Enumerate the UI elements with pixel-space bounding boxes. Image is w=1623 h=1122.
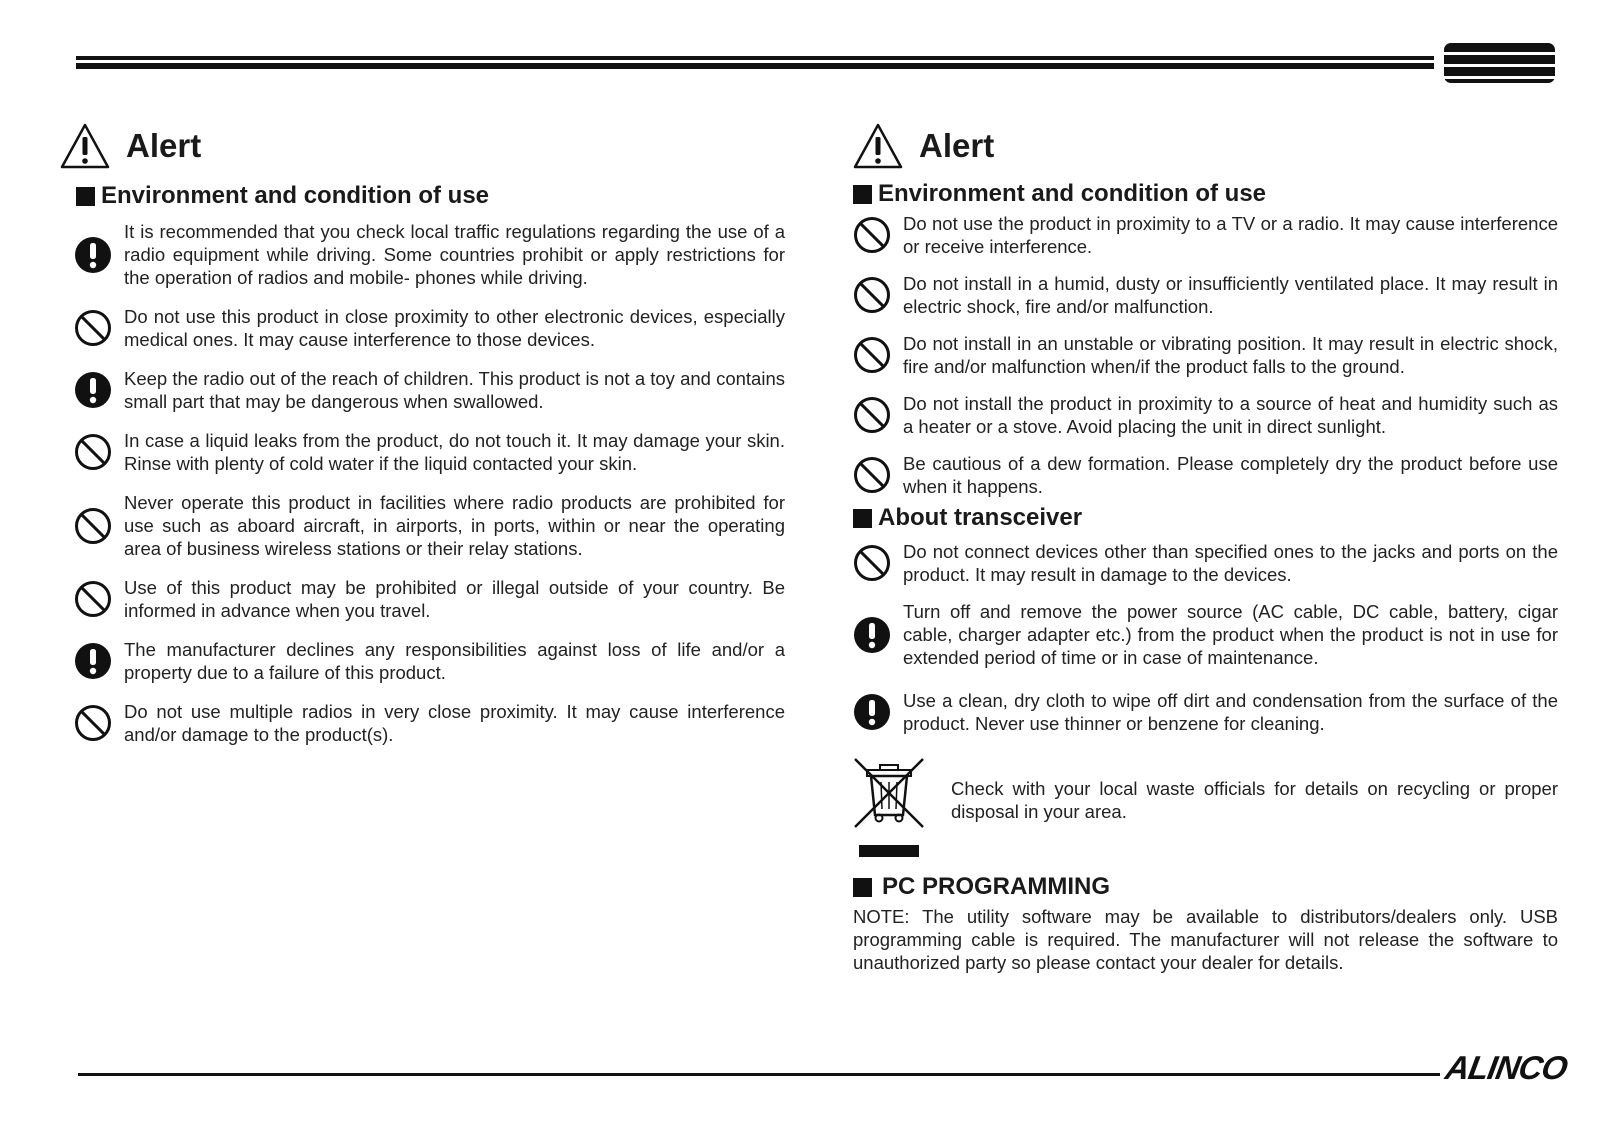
item-text: Use a clean, dry cloth to wipe off dirt and condensation from the surface of the product. Never use thinner or benzene for cleaning. [903, 690, 1558, 734]
list-item [74, 576, 785, 622]
exclamation-icon [74, 642, 112, 680]
right-column [853, 120, 1558, 974]
list-item [74, 429, 785, 475]
item-text: Do not install in a humid, dusty or insufficiently ventilated place. It may result in electric shock, fire and/or malfunction. [903, 273, 1558, 317]
list-item [74, 491, 785, 560]
section-title: PC PROGRAMMING [882, 873, 1110, 900]
list-item [74, 700, 785, 746]
exclamation-icon [74, 236, 112, 274]
list-item [74, 638, 785, 684]
item-text: Do not use this product in close proximity to other electronic devices, especially medical ones. It may cause interference to those devices. [124, 306, 785, 350]
prohibited-icon [74, 507, 112, 545]
prohibited-icon [853, 276, 891, 314]
alert-heading-left [60, 120, 785, 172]
list-item [853, 600, 1558, 669]
item-text: Use of this product may be prohibited or illegal outside of your country. Be informed in advance when you travel. [124, 577, 785, 621]
header-rule [76, 56, 1434, 70]
list-item [853, 452, 1558, 498]
prohibited-icon [853, 456, 891, 494]
item-text: Do not install the product in proximity to a source of heat and humidity such as a heater or a stove. Avoid placing the unit in direct sunlight. [903, 393, 1558, 437]
section-heading [853, 180, 1558, 208]
left-column [60, 120, 785, 762]
recycling-text: Check with your local waste officials for details on recycling or proper disposal in your area. [951, 778, 1558, 822]
list-item [853, 392, 1558, 438]
exclamation-icon [74, 371, 112, 409]
list-item [74, 367, 785, 413]
prohibited-icon [853, 544, 891, 582]
section-heading [76, 182, 785, 210]
prohibited-icon [853, 396, 891, 434]
section-bullet [853, 509, 872, 528]
warning-triangle-icon [60, 122, 110, 170]
page-tab-marker [1444, 43, 1555, 83]
item-text: In case a liquid leaks from the product, do not touch it. It may damage your skin. Rinse with plenty of cold water if the liquid contacted your skin. [124, 430, 785, 474]
item-text: Turn off and remove the power source (AC cable, DC cable, battery, cigar cable, charger adapter etc.) from the product when the product is not in use for extended period of time or in case of maintenance. [903, 601, 1558, 668]
section-bullet [853, 185, 872, 204]
alert-heading-right [853, 120, 1558, 172]
footer-rule [78, 1073, 1440, 1076]
recycling-notice [853, 755, 1558, 859]
prohibited-icon [853, 336, 891, 374]
prohibited-icon [74, 309, 112, 347]
prohibited-icon [74, 704, 112, 742]
alert-title: Alert [919, 127, 995, 164]
item-text: Do not use the product in proximity to a TV or a radio. It may cause interference or receive interference. [903, 213, 1558, 257]
section-bullet [853, 878, 872, 897]
list-item [853, 332, 1558, 378]
list-item [853, 272, 1558, 318]
transceiver-heading [853, 504, 1558, 532]
pc-programming-heading [853, 873, 1558, 901]
item-text: Do not use multiple radios in very close proximity. It may cause interference and/or damage to the product(s). [124, 701, 785, 745]
warning-triangle-icon [853, 122, 903, 170]
list-item [74, 220, 785, 289]
item-text: Keep the radio out of the reach of children. This product is not a toy and contains small part that may be dangerous when swallowed. [124, 368, 785, 412]
exclamation-icon [853, 693, 891, 731]
list-item [74, 305, 785, 351]
section-title: About transceiver [878, 504, 1083, 531]
section-title: Environment and condition of use [101, 182, 490, 209]
section-title: Environment and condition of use [878, 180, 1267, 207]
item-text: Be cautious of a dew formation. Please completely dry the product before use when it happens. [903, 453, 1558, 497]
prohibited-icon [74, 580, 112, 618]
list-item [853, 540, 1558, 586]
brand-logo: ALINCO [1442, 1049, 1570, 1086]
item-text: The manufacturer declines any responsibilities against loss of life and/or a property due to a failure of this product. [124, 639, 785, 683]
item-text: Do not connect devices other than specified ones to the jacks and ports on the product. It may result in damage to the devices. [903, 541, 1558, 585]
list-item [853, 212, 1558, 258]
prohibited-icon [74, 433, 112, 471]
crossed-bin-icon [853, 755, 925, 859]
pc-programming-note: NOTE: The utility software may be available to distributors/dealers only. USB programming cable is required. The manufacturer will not release the software to unauthorized party so please contact your dealer for details. [853, 906, 1558, 973]
alert-title: Alert [126, 127, 202, 164]
item-text: Do not install in an unstable or vibrating position. It may result in electric shock, fire and/or malfunction when/if the product falls to the ground. [903, 333, 1558, 377]
list-item [853, 689, 1558, 735]
section-bullet [76, 187, 95, 206]
exclamation-icon [853, 616, 891, 654]
item-text: Never operate this product in facilities where radio products are prohibited for use such as aboard aircraft, in airports, in ports, within or near the operating area of business wireless stations or their relay stations. [124, 492, 785, 559]
item-text: It is recommended that you check local traffic regulations regarding the use of a radio equipment while driving. Some countries prohibit or apply restrictions for the operation of radios and mobile- phones while driving. [124, 221, 785, 288]
prohibited-icon [853, 216, 891, 254]
